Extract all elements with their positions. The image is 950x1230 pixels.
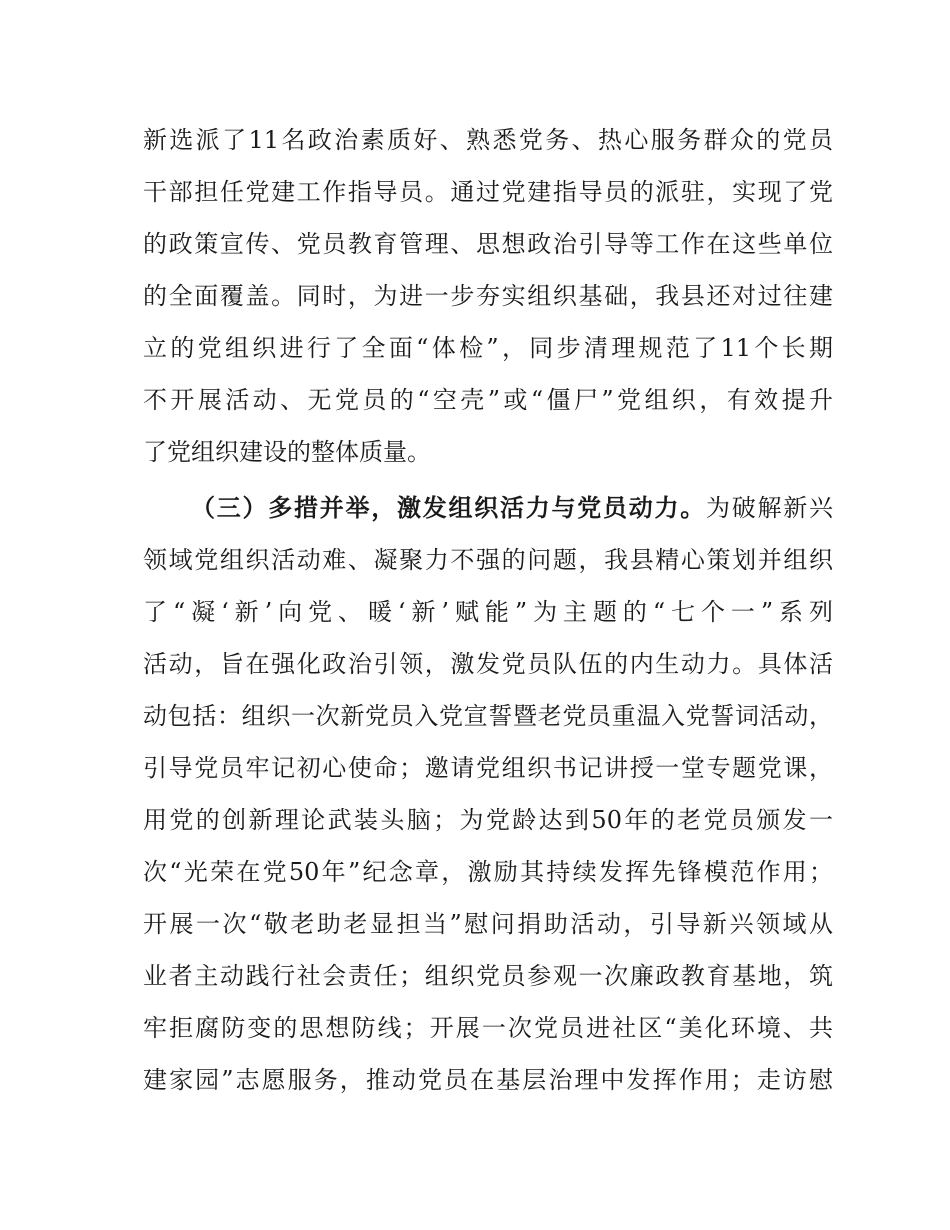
text-line: 活动，旨在强化政治引领，激发党员队伍的内生动力。具体活 <box>143 650 833 678</box>
paragraph-heading-line <box>191 486 833 530</box>
text-line: 不开展活动、无党员的“空壳”或“僵尸”党组织，有效提升 <box>143 386 833 414</box>
text-line: 开展一次“敬老助老显担当”慰问捐助活动，引导新兴领域从 <box>143 910 833 938</box>
text-line: 建家园”志愿服务，推动党员在基层治理中发挥作用；走访慰 <box>143 1066 833 1094</box>
text-line: 了“凝‘新’向党、暖‘新’赋能”为主题的“七个一”系列 <box>143 598 833 626</box>
text-line: 新选派了11名政治素质好、熟悉党务、热心服务群众的党员 <box>143 126 833 154</box>
text-line: 次“光荣在党50年”纪念章，激励其持续发挥先锋模范作用； <box>143 858 833 886</box>
heading-line-rest: 为破解新兴 <box>706 494 833 522</box>
text-line: 业者主动践行社会责任；组织党员参观一次廉政教育基地，筑 <box>143 962 833 990</box>
text-line: 的全面覆盖。同时，为进一步夯实组织基础，我县还对过往建 <box>143 282 833 310</box>
text-line: 了党组织建设的整体质量。 <box>143 438 431 466</box>
text-line: 干部担任党建工作指导员。通过党建指导员的派驻，实现了党 <box>143 178 833 206</box>
text-line: 用党的创新理论武装头脑；为党龄达到50年的老党员颁发一 <box>143 806 833 834</box>
text-line: 立的党组织进行了全面“体检”，同步清理规范了11个长期 <box>143 334 833 362</box>
text-line: 引导党员牢记初心使命；邀请党组织书记讲授一堂专题党课， <box>143 754 833 782</box>
text-line: 的政策宣传、党员教育管理、思想政治引导等工作在这些单位 <box>143 230 833 258</box>
text-line: 牢拒腐防变的思想防线；开展一次党员进社区“美化环境、共 <box>143 1014 833 1042</box>
section-heading: （三）多措并举，激发组织活力与党员动力。 <box>191 493 706 522</box>
text-line: 领域党组织活动难、凝聚力不强的问题，我县精心策划并组织 <box>143 546 833 574</box>
text-line: 动包括：组织一次新党员入党宣誓暨老党员重温入党誓词活动， <box>143 702 833 730</box>
